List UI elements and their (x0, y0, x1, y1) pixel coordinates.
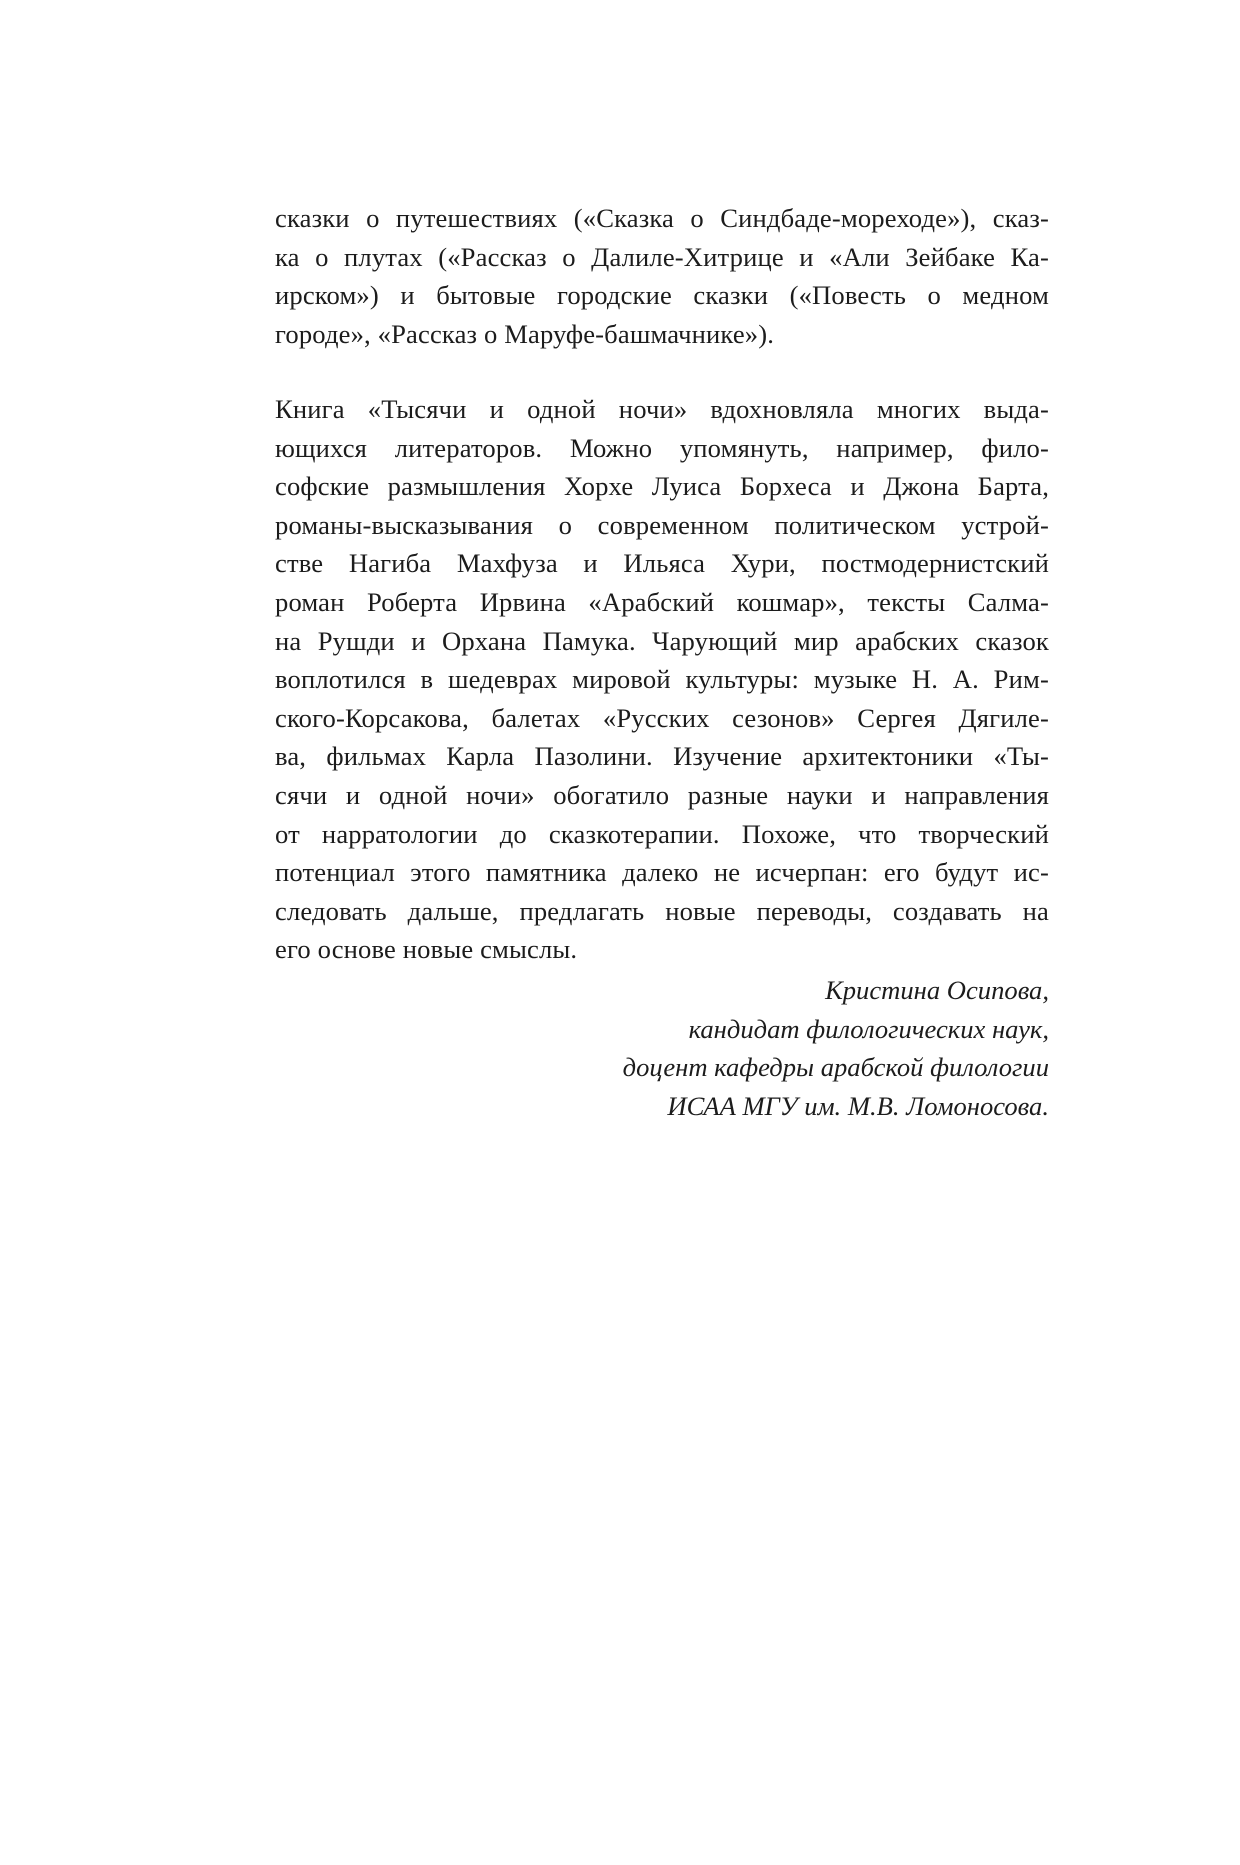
text-line: воплотился в шедеврах мировой культуры: музыке Н. А. Рим- (275, 664, 1049, 695)
text-line: ка о плутах («Рассказ о Далиле-Хитрице и «Али Зейбаке Ка- (275, 241, 1049, 272)
text-line: софские размышления Хорхе Луиса Борхеса и Джона Барта, (275, 471, 1049, 502)
signature-institution: ИСАА МГУ им. М.В. Ломоносова. (667, 1090, 1049, 1121)
text-line: на Рушди и Орхана Памука. Чарующий мир арабских сказок (275, 625, 1049, 656)
signature-name: Кристина Осипова, (825, 975, 1049, 1005)
text-line: сячи и одной ночи» обогатило разные науки и направления (275, 779, 1049, 810)
paragraph-2 (275, 390, 1049, 969)
text-line: роман Роберта Ирвина «Арабский кошмар», тексты Салма- (275, 586, 1049, 617)
signature-position: доцент кафедры арабской филологии (622, 1052, 1049, 1083)
text-line: ирском») и бытовые городские сказки («Повесть о медном (275, 280, 1049, 311)
signature-degree: кандидат филологических наук, (688, 1013, 1049, 1044)
text-line: ва, фильмах Карла Пазолини. Изучение архитектоники «Ты- (275, 741, 1049, 772)
paragraph-1 (275, 199, 1049, 353)
author-signature (623, 971, 1049, 1125)
text-line: сказки о путешествиях («Сказка о Синдбаде-мореходе»), сказ- (275, 203, 1049, 233)
text-line: стве Нагиба Махфуза и Ильяса Хури, постмодернистский (275, 548, 1049, 579)
text-line: ского-Корсакова, балетах «Русских сезонов» Сергея Дягиле- (275, 702, 1049, 733)
text-line: потенциал этого памятника далеко не исчерпан: его будут ис- (275, 857, 1049, 888)
text-line: ющихся литераторов. Можно упомянуть, например, фило- (275, 432, 1049, 463)
text-line: городе», «Рассказ о Маруфе-башмачнике»). (275, 318, 775, 349)
text-line: его основе новые смыслы. (275, 934, 578, 965)
text-line: Книга «Тысячи и одной ночи» вдохновляла многих выда- (275, 394, 1049, 424)
text-line: романы-высказывания о современном политическом устрой- (275, 509, 1049, 540)
text-line: от нарратологии до сказкотерапии. Похоже, что творческий (275, 818, 1049, 849)
text-line: следовать дальше, предлагать новые переводы, создавать на (275, 895, 1049, 926)
